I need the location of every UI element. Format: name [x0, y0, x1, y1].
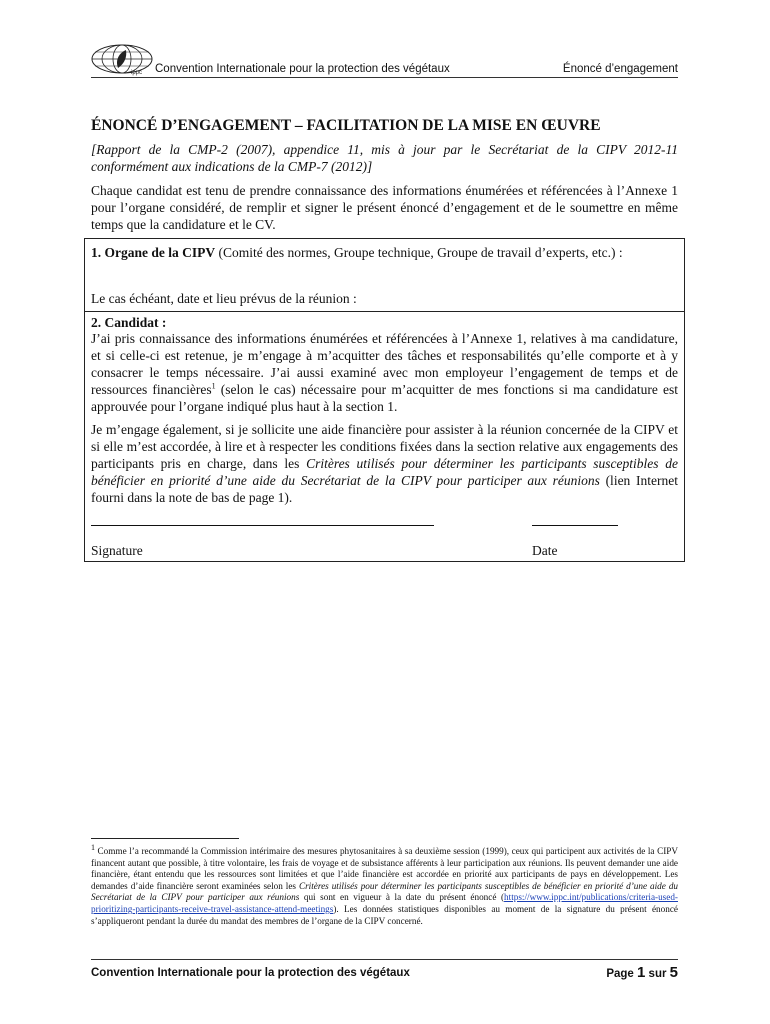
footnote-rule: [91, 838, 239, 839]
date-line[interactable]: [532, 525, 618, 526]
footnote-number: 1: [91, 842, 95, 852]
logo-text: ippc: [131, 70, 143, 76]
footnote-text-c: ). Les données statistiques disponibles au moment de la signature du présent énoncé s’appliqueront pendant la durée du mandat des membres de l’organe de la CIPV concerné.: [91, 903, 678, 926]
page-number: [606, 964, 678, 981]
section-1-heading: 1. Organe de la CIPV: [91, 245, 216, 260]
current-page: 1: [637, 964, 646, 981]
signature-label: Signature: [91, 543, 143, 558]
meeting-date-prompt: Le cas échéant, date et lieu prévus de la réunion :: [91, 291, 357, 306]
document-title: ÉNONCÉ D’ENGAGEMENT – FACILITATION DE LA MISE EN ŒUVRE: [91, 117, 601, 134]
header-left-text: Convention Internationale pour la protection des végétaux: [155, 63, 450, 75]
section-2-paragraph-1: [91, 330, 678, 415]
signature-line[interactable]: [91, 525, 434, 526]
document-subtitle: [Rapport de la CMP-2 (2007), appendice 11, mis à jour par le Secrétariat de la CIPV 2012-11 conformément aux indications de la CMP-7 (2012)]: [91, 142, 678, 174]
page-header: [91, 40, 678, 80]
footer-rule: [91, 959, 678, 960]
p1-text-b: (selon le cas) nécessaire pour m’acquitter de mes fonctions si ma candidature est approuvée pour l’organe indiqué plus haut à la section 1.: [91, 382, 678, 414]
footnote-ref[interactable]: 1: [211, 381, 216, 391]
p2-text-a: Je m’engage également, si je sollicite une aide financière pour assister à la réunion concernée de la CIPV et si elle m’est accordée, à lire et à respecter les conditions fixées dans la section relative aux engagements des participants pris en charge, dans les: [91, 422, 678, 471]
p2-criteria-title: Critères utilisés pour déterminer les participants susceptibles de bénéficier en priorité d’une aide du Secrétariat de la CIPV pour participer aux réunions: [91, 456, 678, 488]
ippc-logo-icon: [91, 42, 155, 76]
header-rule: [91, 77, 678, 78]
total-pages: 5: [669, 964, 678, 981]
section-1: [91, 244, 676, 261]
footnote-1: [91, 842, 679, 927]
page-word: Page: [606, 968, 638, 980]
date-label: Date: [532, 543, 558, 558]
footnote-link[interactable]: https://www.ippc.int/publications/criteria-used-prioritizing-participants-receive-travel-assistance-attend-meetings: [91, 892, 678, 914]
section-2-heading: 2. Candidat :: [91, 315, 167, 330]
section-2-paragraph-2: [91, 421, 678, 506]
footnote-text-a: Comme l’a recommandé la Commission intérimaire des mesures phytosanitaires à sa deuxième session (1999), ceux qui participent aux activités de la CIPV financent autant que possible, à titre volontaire, les frais de voyage et de subsistance afférents à leur participation aux réunions. Ils peuvent demander une aide financière, étant entendu que les ressources sont limitées et que l’aide financière est accordée en priorité aux participants de pays en développement. Les demandes d’aide financière seront examinées selon les: [91, 846, 678, 891]
section-divider: [85, 311, 684, 312]
intro-paragraph: Chaque candidat est tenu de prendre connaissance des informations énumérées et référencées à l’Annexe 1 pour l’organe considéré, de remplir et signer le présent énoncé d’engagement et de le soumettre en même temps que la candidature et le CV.: [91, 183, 678, 232]
footer-left-text: Convention Internationale pour la protection des végétaux: [91, 967, 410, 979]
footnote-criteria-title: Critères utilisés pour déterminer les participants susceptibles de bénéficier en priorité d’une aide du Secrétariat de la CIPV pour participer aux réunions: [91, 880, 679, 903]
of-word: sur: [645, 968, 670, 980]
commitment-form-box: [84, 238, 685, 562]
p2-text-b: (lien Internet fourni dans la note de bas de page 1).: [91, 473, 678, 505]
p1-text-a: J’ai pris connaissance des informations énumérées et référencées à l’Annexe 1, relatives à ma candidature, et si celle-ci est retenue, je m’engage à m’acquitter des tâches et responsabilités qu’elle comporte et à y consacrer le temps nécessaire. J’ai aussi examiné avec mon employeur l’engagement de temps et de ressources financières: [91, 331, 678, 397]
header-right-text: Énoncé d’engagement: [562, 63, 678, 75]
footnote-text-b: qui sont en vigueur à la date du présent énoncé (: [299, 892, 505, 903]
section-1-text: (Comité des normes, Groupe technique, Groupe de travail d’experts, etc.) :: [215, 245, 623, 260]
